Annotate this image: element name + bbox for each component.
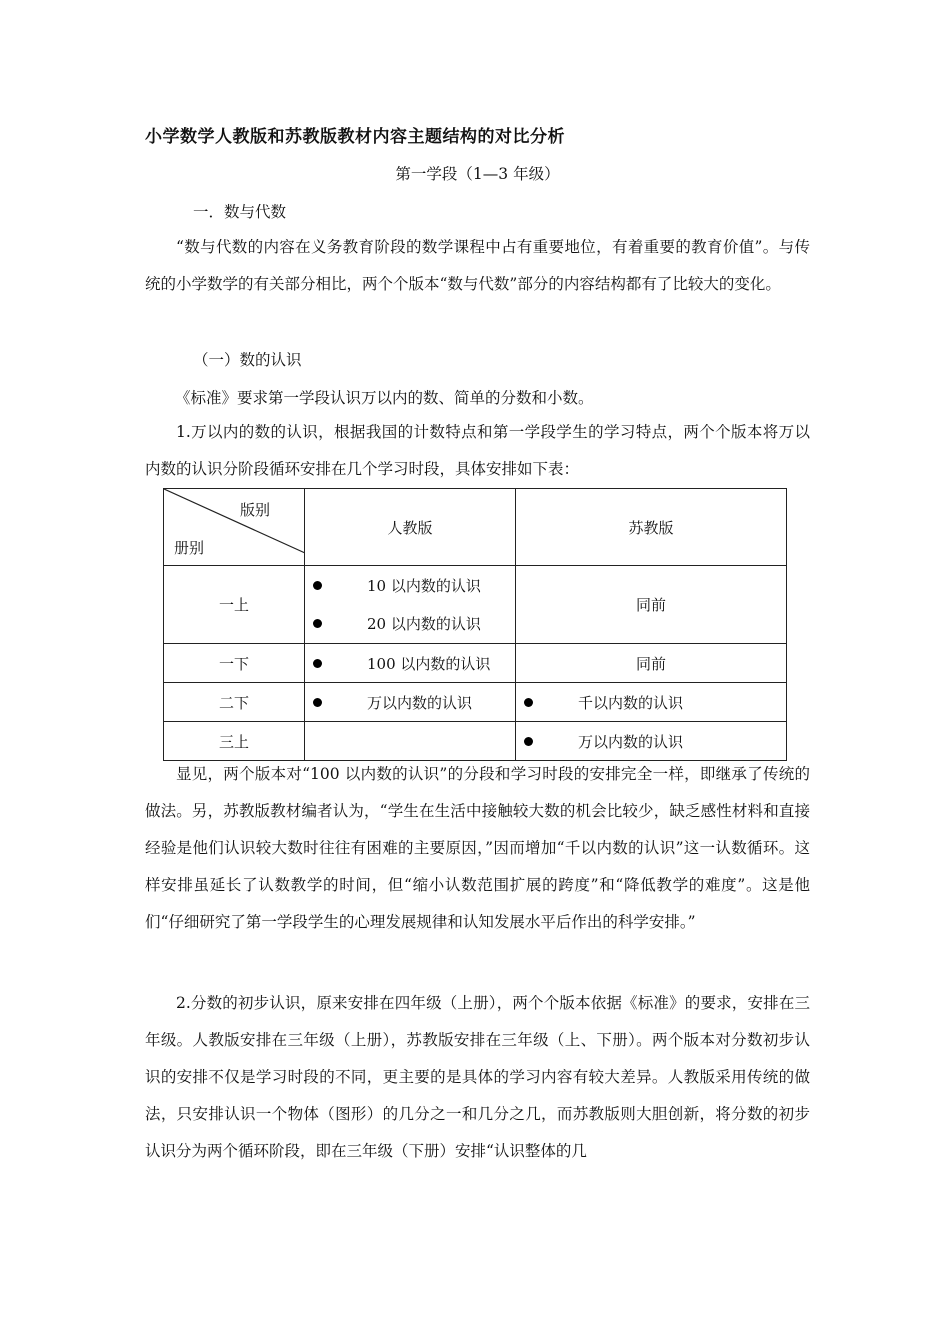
- paragraph-analysis: 显见，两个版本对“100 以内数的认识”的分段和学习时段的安排完全一样，即继承了传统的做法。另，苏教版教材编者认为，“学生在生活中接触较大数的机会比较少，缺乏感性材料和直接经验是他们认识较大数时往往有困难的主要原因，”因而增加“千以内数的认识”这一认数循环。这样安排虽延长了认数教学的时间，但“缩小认数范围扩展的跨度”和“降低教学的难度”。这是他们“仔细研究了第一学段学生的心理发展规律和认知发展水平后作出的科学安排。”: [145, 765, 810, 931]
- standard-requirement: 《标准》要求第一学段认识万以内的数、简单的分数和小数。: [175, 389, 594, 407]
- stage-heading: 第一学段（1—3 年级）: [395, 165, 560, 183]
- document-title: 小学数学人教版和苏教版教材内容主题结构的对比分析: [145, 127, 565, 147]
- table-row: [164, 722, 787, 761]
- section-heading: 一．数与代数: [193, 203, 287, 221]
- list-item: [305, 683, 515, 721]
- paragraph-intro: “数与代数的内容在义务教育阶段的数学课程中占有重要地位，有着重要的教育价值”。与传统的小学数学的有关部分相比，两个个版本“数与代数”部分的内容结构都有了比较大的变化。: [145, 238, 810, 293]
- row-volume: 三上: [164, 722, 305, 761]
- bullet-icon: [524, 737, 533, 746]
- subsection-heading: （一）数的认识: [193, 351, 302, 369]
- item-text: 10 以内数的认识: [367, 577, 481, 595]
- bullet-icon: [313, 698, 322, 707]
- item-text: 20 以内数的认识: [367, 615, 481, 633]
- row-volume: 一上: [164, 566, 305, 644]
- list-item: [305, 644, 515, 682]
- row-volume: 二下: [164, 683, 305, 722]
- table-row: [164, 566, 787, 644]
- sujiao-cell: [516, 722, 787, 761]
- sujiao-cell: 同前: [516, 566, 787, 644]
- paragraph-fractions: 2.分数的初步认识，原来安排在四年级（上册），两个个版本依据《标准》的要求，安排在三年级。人教版安排在三年级（上册），苏教版安排在三年级（上、下册）。两个版本对分数初步认识的安排不仅是学习时段的不同，更主要的是具体的学习内容有较大差异。人教版采用传统的做法，只安排认识一个物体（图形）的几分之一和几分之几，而苏教版则大胆创新，将分数的初步认识分为两个循环阶段，即在三年级（下册）安排“认识整体的几: [145, 994, 810, 1160]
- table-row: [164, 644, 787, 683]
- item-text: 100 以内数的认识: [367, 654, 491, 673]
- corner-label-edition: 版别: [239, 501, 270, 519]
- bullet-icon: [313, 659, 322, 668]
- item-text: 万以内数的认识: [578, 732, 684, 751]
- item-text: 千以内数的认识: [578, 693, 684, 712]
- list-item: [516, 722, 786, 760]
- sujiao-cell: [516, 683, 787, 722]
- renjiao-cell: [305, 683, 516, 722]
- corner-label-volume: 册别: [174, 539, 205, 557]
- item-text: 万以内数的认识: [367, 693, 473, 712]
- list-item: [305, 567, 515, 605]
- column-header-sujiao: 苏教版: [516, 489, 787, 566]
- row-volume: 一下: [164, 644, 305, 683]
- paragraph-number-recognition: 1.万以内的数的认识，根据我国的计数特点和第一学段学生的学习特点，两个个版本将万以内数的认识分阶段循环安排在几个学习时段，具体安排如下表：: [145, 423, 810, 478]
- renjiao-cell-empty: [305, 722, 516, 761]
- renjiao-cell: [305, 644, 516, 683]
- bullet-icon: [313, 581, 322, 590]
- table-row: [164, 683, 787, 722]
- bullet-icon: [524, 698, 533, 707]
- column-header-renjiao: 人教版: [305, 489, 516, 566]
- renjiao-cell: [305, 566, 516, 644]
- list-item: [305, 605, 515, 643]
- table-corner-cell: [164, 489, 305, 566]
- bullet-icon: [313, 619, 322, 628]
- sujiao-cell: 同前: [516, 644, 787, 683]
- comparison-table: [163, 488, 787, 761]
- table-header-row: [164, 489, 787, 566]
- list-item: [516, 683, 786, 721]
